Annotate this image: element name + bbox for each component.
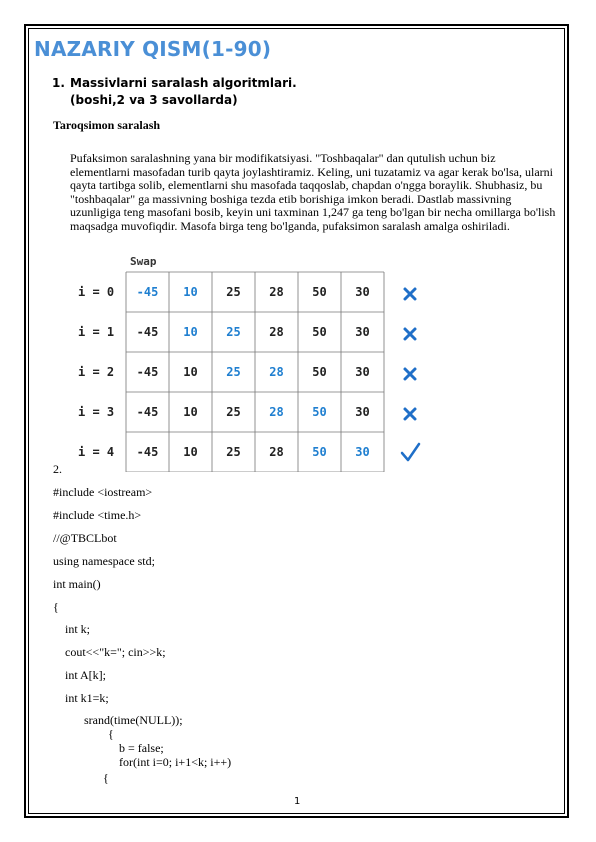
cell-value: 25 [226, 405, 241, 419]
cell-value: -45 [136, 445, 159, 459]
check-icon [402, 444, 419, 460]
cell-value: 30 [355, 445, 370, 459]
row-label: i = 3 [78, 405, 115, 419]
cell-value: -45 [136, 365, 159, 379]
cell-value: 25 [226, 325, 241, 339]
code-line: srand(time(NULL)); [84, 713, 183, 727]
cell-value: 28 [269, 285, 284, 299]
cell-value: 28 [269, 405, 284, 419]
cell-value: 30 [355, 365, 370, 379]
code-line: int A[k]; [65, 668, 106, 682]
code-line: { [53, 600, 59, 614]
cell-value: 50 [312, 445, 327, 459]
cell-value: 10 [183, 445, 198, 459]
cell-value: 10 [183, 285, 198, 299]
row-label: i = 2 [78, 365, 115, 379]
row-label: i = 0 [78, 285, 115, 299]
cell-value: 10 [183, 405, 198, 419]
cell-value: 10 [183, 365, 198, 379]
code-line: cout<<"k="; cin>>k; [65, 645, 166, 659]
question-title: Massivlarni saralash algoritmlari. [70, 76, 297, 90]
code-line: b = false; [119, 741, 164, 755]
cell-value: 25 [226, 365, 241, 379]
cell-value: 50 [312, 325, 327, 339]
cross-icon [405, 329, 415, 339]
cell-value: 25 [226, 285, 241, 299]
code-line: int k1=k; [65, 691, 109, 705]
comb-sort-figure [70, 252, 430, 472]
paragraph-line: elementlarni masofadan turib qayta joylashtiramiz. Keling, uni tuzatamiz va agar kerak bo'lsa, ularni [70, 164, 553, 179]
question-number: 1. [52, 76, 65, 90]
cell-value: 50 [312, 405, 327, 419]
code-line: #include <time.h> [53, 508, 142, 522]
code-line: using namespace std; [53, 554, 155, 568]
page-heading: NAZARIY QISM(1-90) [34, 37, 272, 61]
cell-value: -45 [136, 325, 159, 339]
row-label: i = 1 [78, 325, 115, 339]
cell-value: 28 [269, 325, 284, 339]
cell-value: 25 [226, 445, 241, 459]
paragraph-line: Pufaksimon saralashning yana bir modifikatsiyasi. "Toshbaqalar" dan qutulish uchun biz [70, 151, 496, 165]
paragraph-line: maqsadga muvofiqdir. Masofa birga teng bo'lganda, pufaksimon saralash amalga oshiriladi. [70, 218, 510, 233]
cell-value: -45 [136, 285, 159, 299]
cell-value: 30 [355, 285, 370, 299]
code-line: { [108, 727, 114, 741]
paragraph-line: qayta tartibga solib, elementlarni shu masofada taqqoslab, chapdan o'ngga boraylik. Shubhasiz, bu [70, 178, 543, 193]
paragraph-line: "toshbaqalar" ga massivning boshiga tezda etib borishiga imkon beradi. Dastlab massivning [70, 191, 512, 206]
cell-value: 30 [355, 405, 370, 419]
cross-icon [405, 289, 415, 299]
description-paragraph [70, 152, 560, 234]
cell-value: -45 [136, 405, 159, 419]
code-line: //@TBCLbot [53, 531, 117, 545]
code-line: #include <iostream> [53, 485, 153, 499]
question-2-number: 2. [53, 462, 62, 476]
code-line: int k; [65, 622, 91, 636]
question-subtitle: (boshi,2 va 3 savollarda) [70, 93, 238, 107]
cell-value: 50 [312, 285, 327, 299]
section-subtitle: Taroqsimon saralash [53, 118, 161, 132]
cell-value: 50 [312, 365, 327, 379]
page-number: 1 [294, 796, 301, 807]
cross-icon [405, 369, 415, 379]
paragraph-line: uzunligiga teng masofani bosib, keyin uni taxminan 1,247 ga teng bo'lgan bir necha omillarga bo'lish [70, 205, 556, 220]
cell-value: 10 [183, 325, 198, 339]
cell-value: 28 [269, 445, 284, 459]
code-line: for(int i=0; i+1<k; i++) [119, 755, 232, 769]
cell-value: 28 [269, 365, 284, 379]
swap-label: Swap [130, 255, 157, 268]
code-line: int main() [53, 577, 101, 591]
cross-icon [405, 409, 415, 419]
cell-value: 30 [355, 325, 370, 339]
code-line: { [103, 771, 109, 785]
row-label: i = 4 [78, 445, 115, 459]
